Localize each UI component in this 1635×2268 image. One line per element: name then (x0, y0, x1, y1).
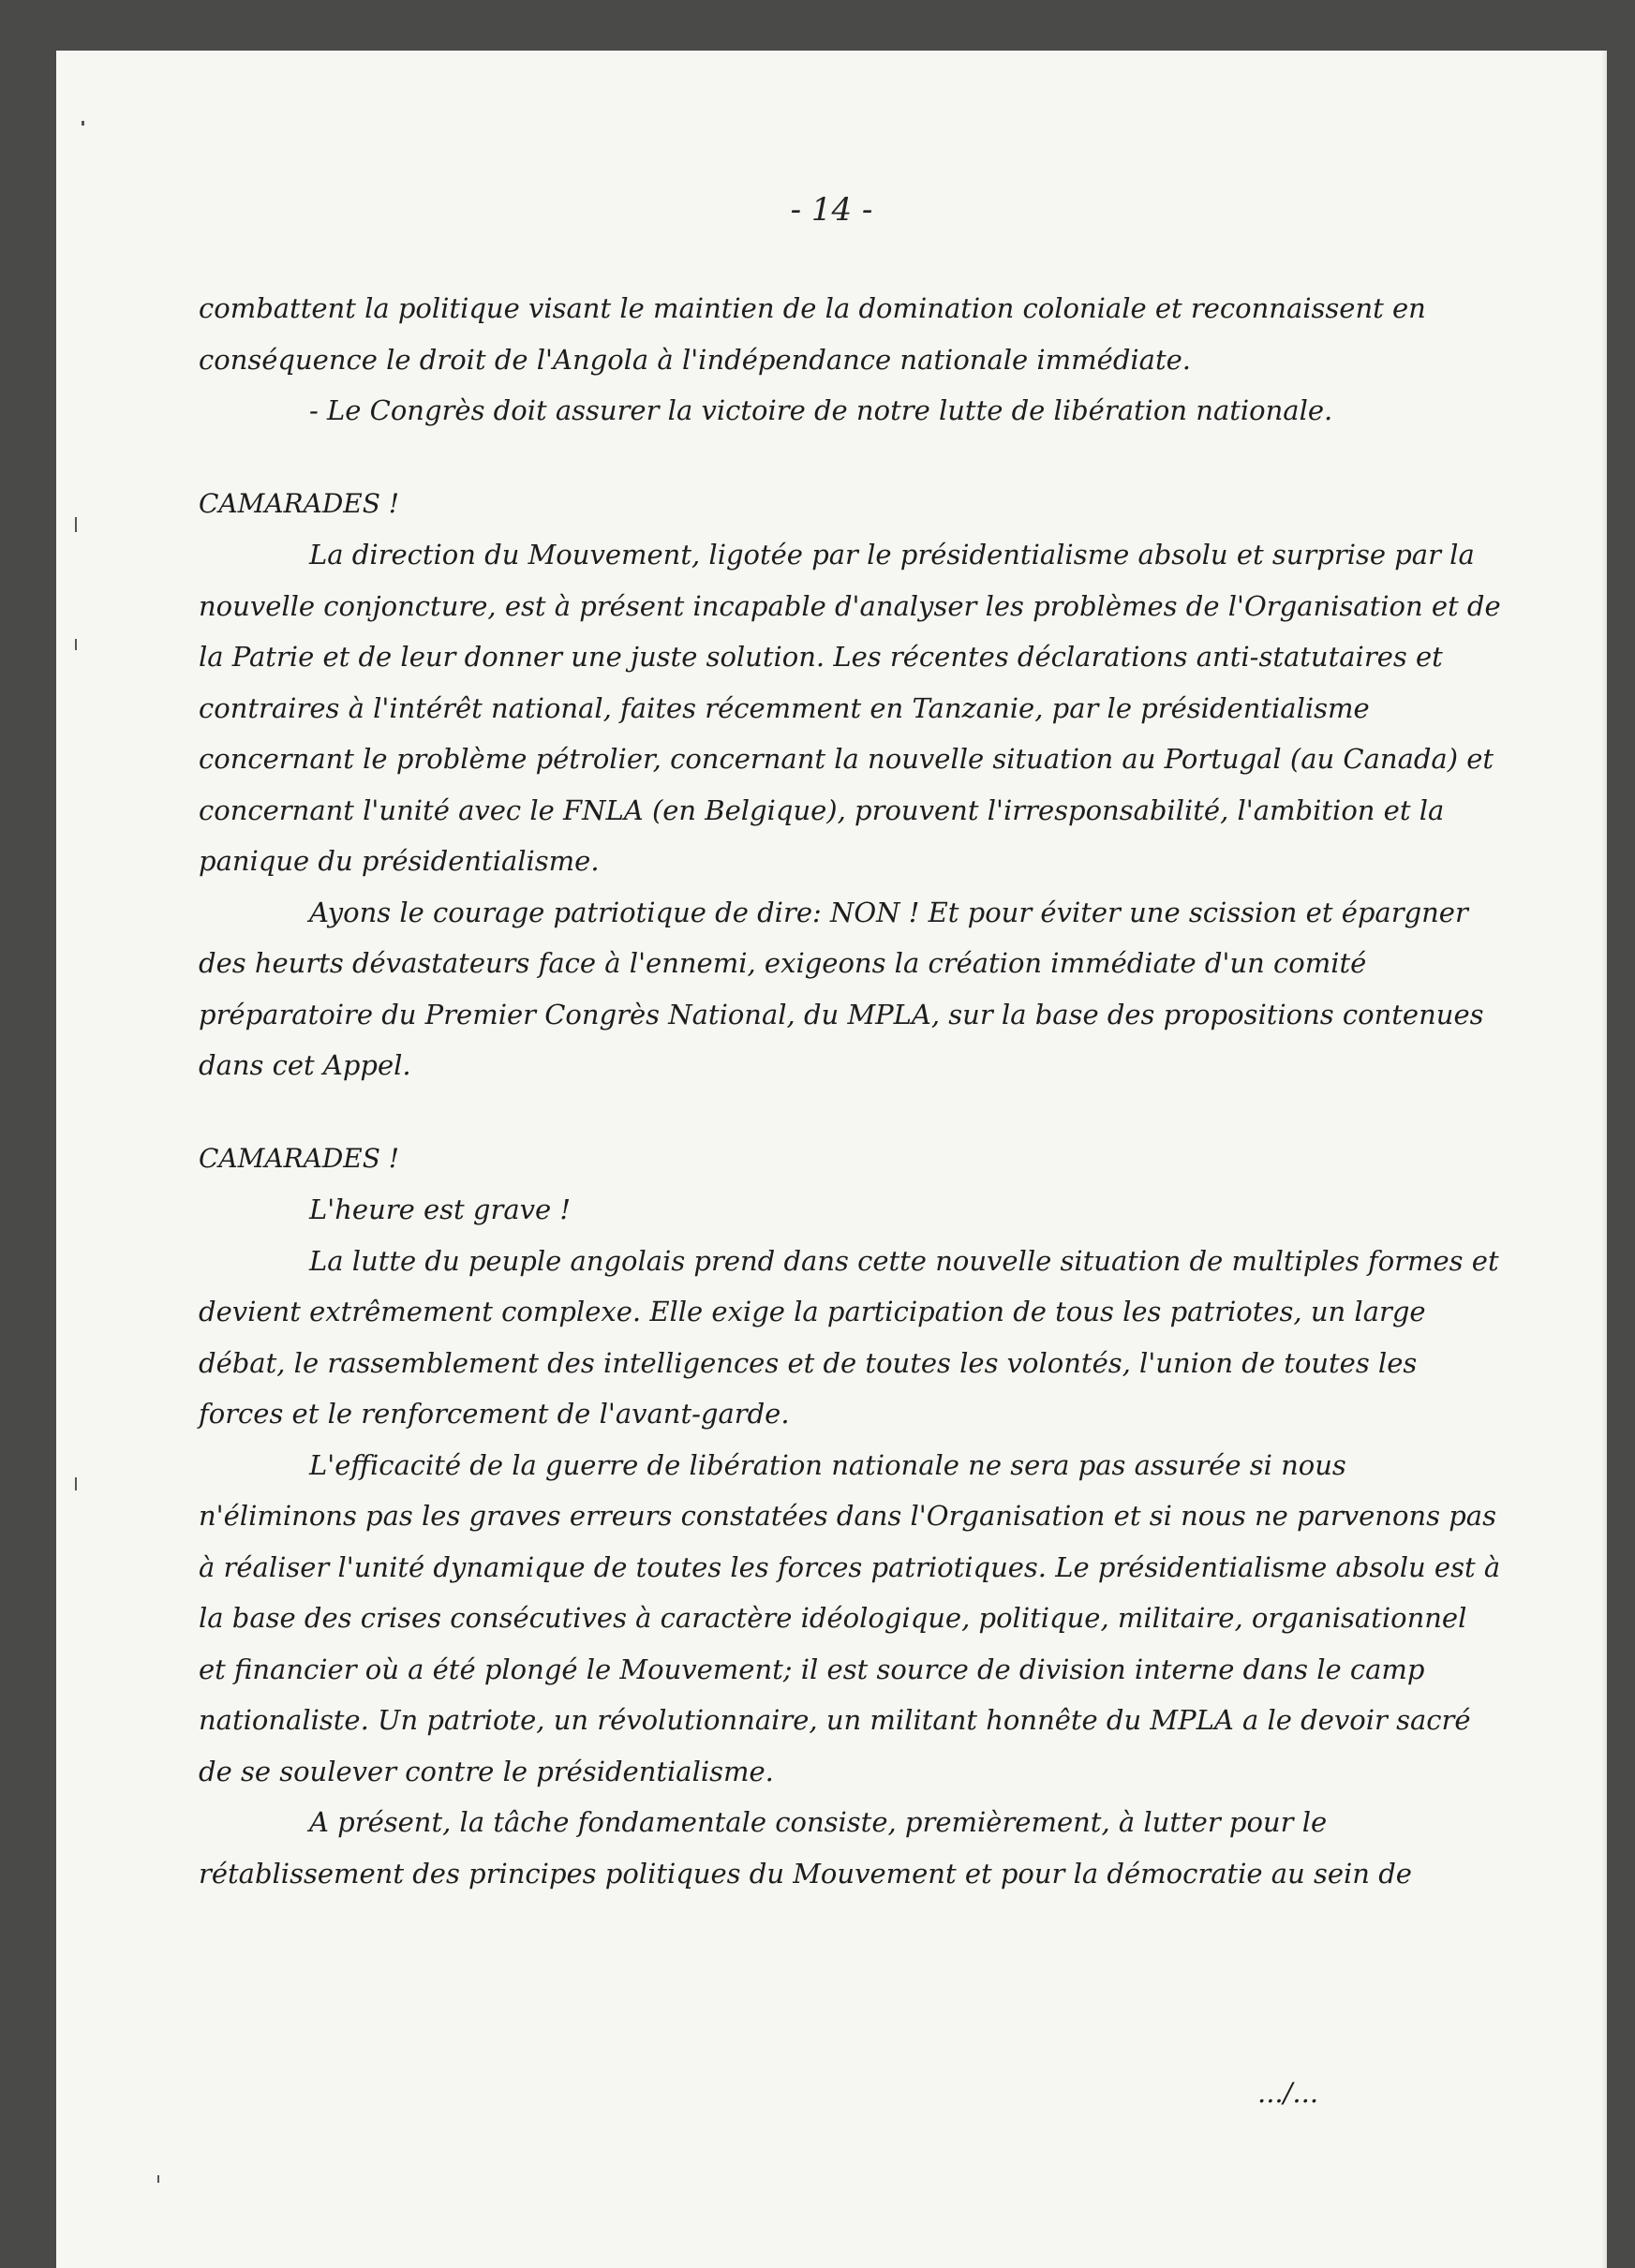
paragraph-6: La lutte du peuple angolais prend dans cette nouvelle situation de multiples formes et devient extrêmement complexe. Elle exige la participation de tous les patriotes, un large débat, le rassemblement des intelligences et de toutes les volontés, l'union de toutes les forces et le renforcement de l'avant-garde. (199, 1244, 1499, 1430)
continuation-mark: .../... (1257, 2077, 1319, 2109)
paragraph-7: L'efficacité de la guerre de libération nationale ne sera pas assurée si nous n'éliminons pas les graves erreurs constatées dans l'Organisation et si nous ne parvenons pas à réaliser l'unité dynamique de toutes les forces patriotiques. Le présidentialisme absolu est à la base des crises consécutives à caractère idéologique, politique, militaire, organisationnel et financier où a été plongé le Mouvement; il est source de division interne dans le camp nationaliste. Un patriote, un révolutionnaire, un militant honnête du MPLA a le devoir sacré de se soulever contre le présidentialisme. (199, 1448, 1501, 1787)
page-number: - 14 - (790, 191, 873, 229)
paragraph-4: Ayons le courage patriotique de dire: NON ! Et pour éviter une scission et épargner des heurts dévastateurs face à l'ennemi, exigeons la création immédiate d'un comité préparatoire du Premier Congrès National, du MPLA, sur la base des propositions contenues dans cet Appel. (199, 896, 1484, 1081)
heading-camarades-1: CAMARADES ! (199, 487, 400, 519)
paragraph-3: La direction du Mouvement, ligotée par le présidentialisme absolu et surprise par la nouvelle conjoncture, est à présent incapable d'analyser les problèmes de l'Organisation et de la Patrie et de leur donner une juste solution. Les récentes déclarations anti-statutaires et contraires à l'intérêt national, faites récemment en Tanzanie, par le présidentialisme concernant le problème pétrolier, concernant la nouvelle situation au Portugal (au Canada) et concernant l'unité avec le FNLA (en Belgique), prouvent l'irresponsabilité, l'ambition et la panique du présidentialisme. (199, 539, 1501, 877)
paragraph-2: - Le Congrès doit assurer la victoire de notre lutte de libération nationale. (309, 394, 1333, 426)
paragraph-8: A présent, la tâche fondamentale consiste, premièrement, à lutter pour le rétablissement des principes politiques du Mouvement et pour la démocratie au sein de (199, 1806, 1412, 1890)
document-page (56, 51, 1607, 2268)
scan-speck (75, 639, 77, 650)
paragraph-1: combattent la politique visant le maintien de la domination coloniale et reconnaissent en conséquence le droit de l'Angola à l'indépendance nationale immédiate. (199, 292, 1426, 376)
scan-speck (82, 121, 84, 126)
scan-speck (75, 517, 77, 532)
heading-camarades-2: CAMARADES ! (199, 1142, 400, 1174)
body-text (199, 283, 1501, 1899)
scan-speck (157, 2175, 159, 2183)
paragraph-5: L'heure est grave ! (309, 1193, 572, 1225)
scan-speck (75, 1477, 77, 1490)
